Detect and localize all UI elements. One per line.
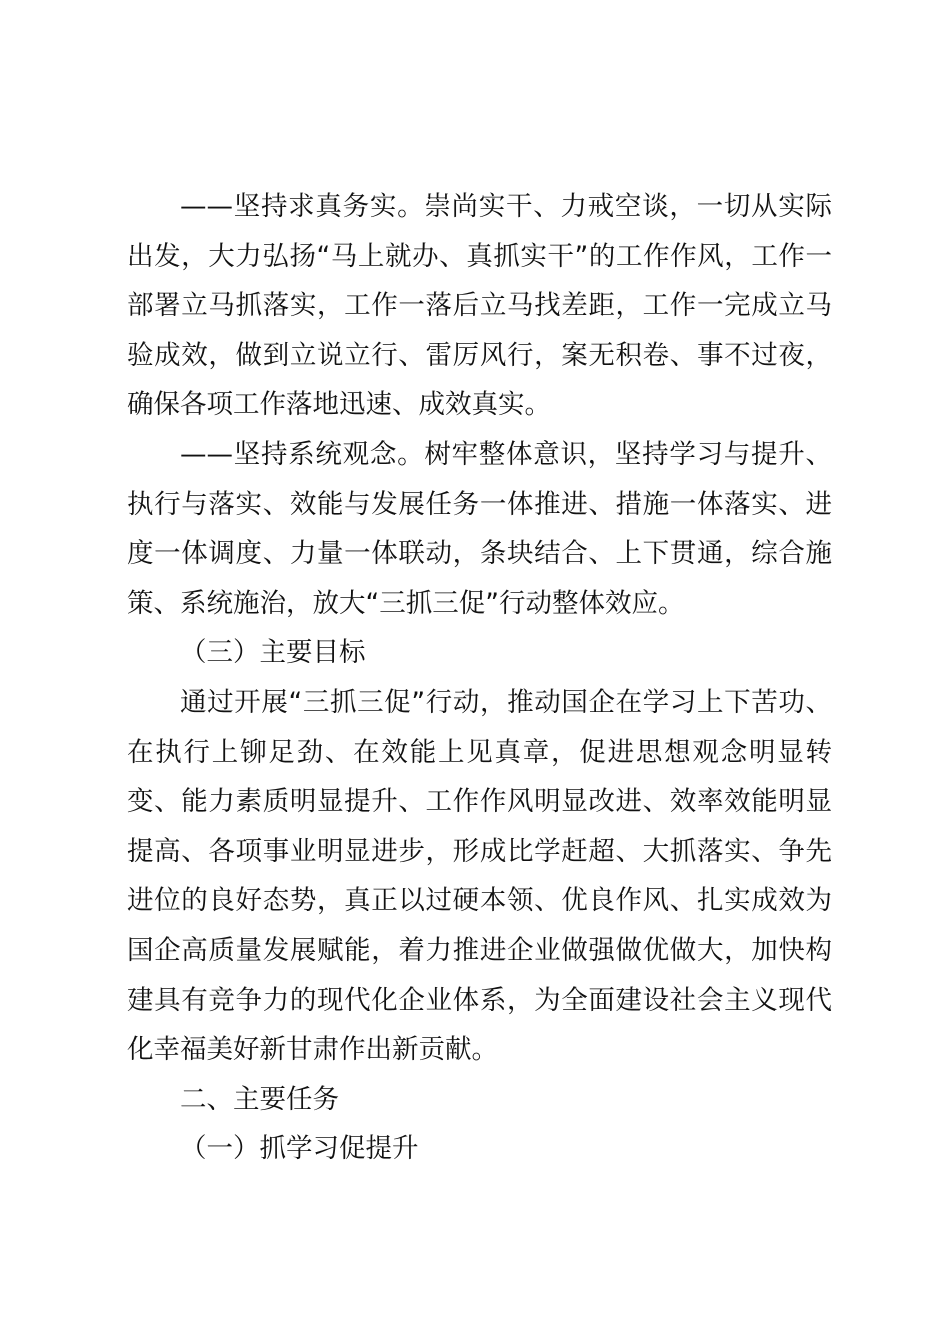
document-body (127, 182, 832, 1174)
paragraph-main-goals: 通过开展“三抓三促”行动，推动国企在学习上下苦功、在执行上铆足劲、在效能上见真章，促进思想观念明显转变、能力素质明显提升、工作作风明显改进、效率效能明显提高、各项事业明显进步，形成比学赶超、大抓落实、争先进位的良好态势，真正以过硬本领、优良作风、扎实成效为国企高质量发展赋能，着力推进企业做强做优做大，加快构建具有竞争力的现代化企业体系，为全面建设社会主义现代化幸福美好新甘肃作出新贡献。 (127, 686, 832, 1066)
paragraph-systems-thinking: ——坚持系统观念。树牢整体意识，坚持学习与提升、执行与落实、效能与发展任务一体推进、措施一体落实、进度一体调度、力量一体联动，条块结合、上下贯通，综合施策、系统施治，放大“三抓三促”行动整体效应。 (127, 438, 832, 619)
heading-main-tasks: 二、主要任务 (180, 1083, 339, 1115)
heading-task-study: （一）抓学习促提升 (180, 1133, 419, 1165)
paragraph-seek-truth: ——坚持求真务实。崇尚实干、力戒空谈，一切从实际出发，大力弘扬“马上就办、真抓实干”的工作作风，工作一部署立马抓落实，工作一落后立马找差距，工作一完成立马验成效，做到立说立行、雷厉风行，案无积卷、事不过夜，确保各项工作落地迅速、成效真实。 (127, 191, 832, 421)
heading-main-goals: （三）主要目标 (180, 637, 366, 669)
